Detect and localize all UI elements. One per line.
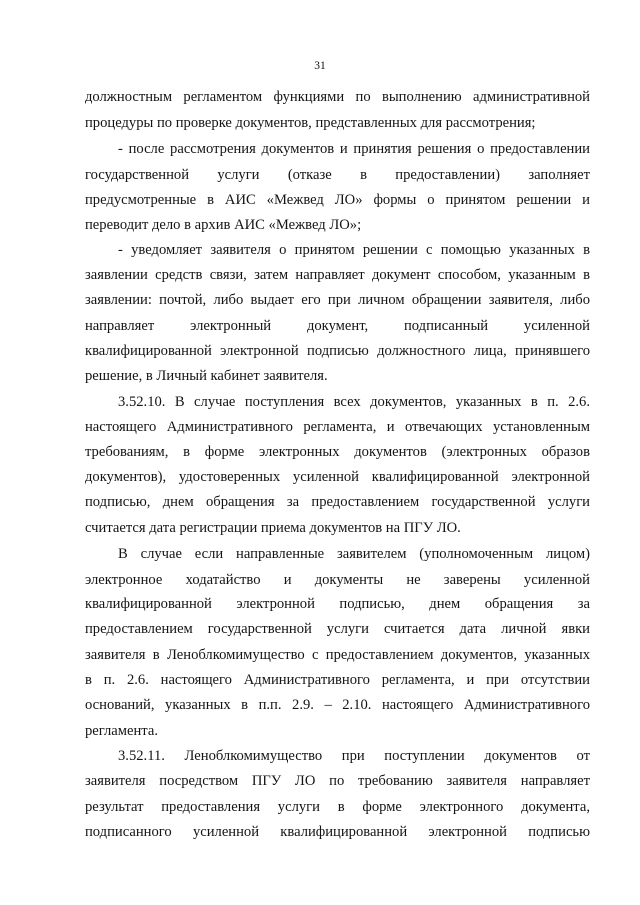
text-line: предоставлением государственной услуги считается дата личной явки [85, 621, 590, 637]
text-line: электронное ходатайство и документы не заверены усиленной [85, 572, 590, 588]
text-line: направляет электронный документ, подписанный усиленной [85, 318, 590, 334]
text-line: 3.52.11. Леноблкомимущество при поступлении документов от [118, 748, 590, 764]
page-number: 31 [314, 60, 326, 72]
text-line: подписанного усиленной квалифицированной электронной подписью [85, 824, 590, 840]
text-line: заявителя посредством ПГУ ЛО по требованию заявителя направляет [85, 773, 590, 789]
text-line: 3.52.10. В случае поступления всех документов, указанных в п. 2.6. [118, 394, 590, 410]
text-line: В случае если направленные заявителем (уполномоченным лицом) [118, 546, 590, 562]
text-line: требованиям, в форме электронных документов (электронных образов [85, 444, 590, 460]
text-line: должностным регламентом функциями по выполнению административной [85, 89, 590, 105]
text-line: настоящего Административного регламента, и отвечающих установленным [85, 419, 590, 435]
text-line: решение, в Личный кабинет заявителя. [85, 368, 328, 384]
text-line: заявлении: почтой, либо выдает его при личном обращении заявителя, либо [85, 292, 590, 308]
text-line: - уведомляет заявителя о принятом решении с помощью указанных в [118, 242, 590, 258]
text-line: предусмотренные в АИС «Межвед ЛО» формы о принятом решении и [85, 192, 590, 208]
text-line: считается дата регистрации приема документов на ПГУ ЛО. [85, 520, 461, 536]
text-line: заявлении средств связи, затем направляет документ способом, указанным в [85, 267, 590, 283]
text-line: в п. 2.6. настоящего Административного регламента, и при отсутствии [85, 672, 590, 688]
text-line: подписью, днем обращения за предоставлением государственной услуги [85, 494, 590, 510]
text-line: заявителя в Леноблкомимущество с предоставлением документов, указанных [85, 647, 590, 663]
text-line: переводит дело в архив АИС «Межвед ЛО»; [85, 217, 362, 233]
text-line: квалифицированной электронной подписью, днем обращения за [85, 596, 590, 612]
text-line: квалифицированной электронной подписью должностного лица, принявшего [85, 343, 590, 359]
text-line: регламента. [85, 723, 158, 739]
text-line: - после рассмотрения документов и принятия решения о предоставлении [118, 141, 590, 157]
text-line: документов), удостоверенных усиленной квалифицированной электронной [85, 469, 590, 485]
text-line: государственной услуги (отказе в предоставлении) заполняет [85, 167, 590, 183]
text-line: процедуры по проверке документов, представленных для рассмотрения; [85, 115, 536, 131]
text-line: результат предоставления услуги в форме электронного документа, [85, 799, 590, 815]
text-line: оснований, указанных в п.п. 2.9. – 2.10. настоящего Административного [85, 697, 590, 713]
